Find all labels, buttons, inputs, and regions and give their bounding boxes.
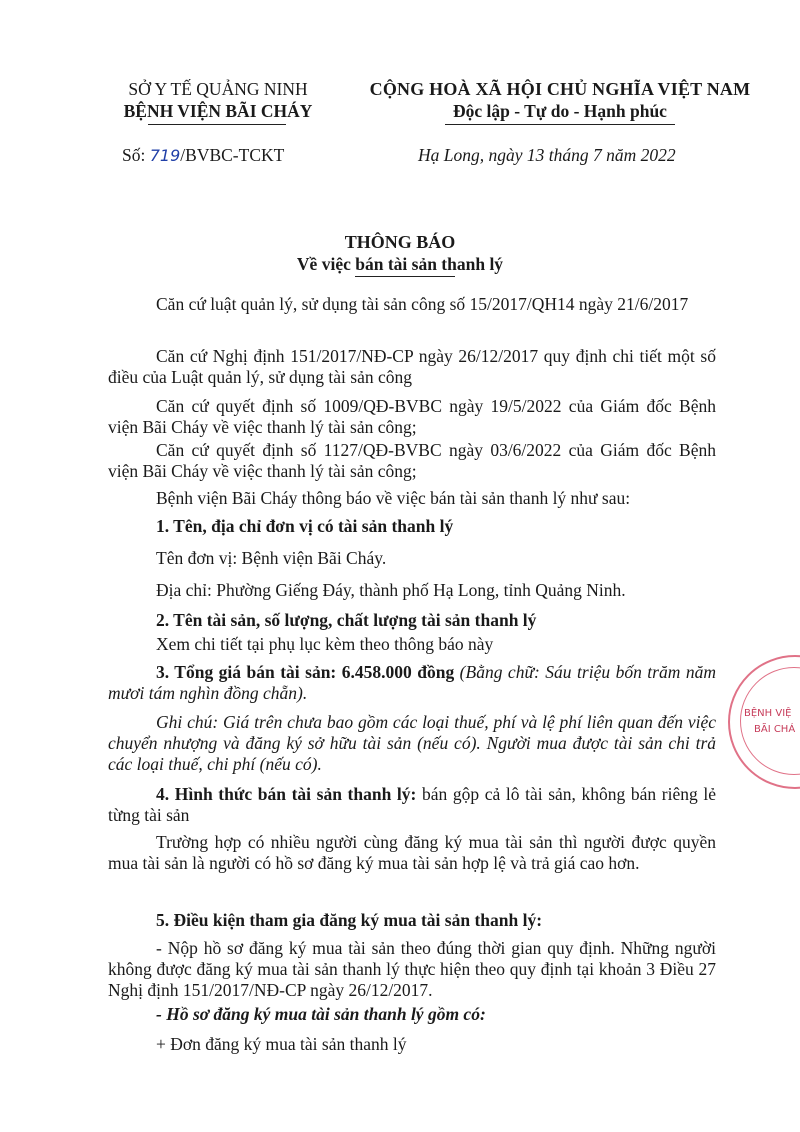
section-3-heading: 3. Tổng giá bán tài sản: 6.458.000 đồng (156, 662, 455, 682)
country-name: CỘNG HOÀ XÃ HỘI CHỦ NGHĨA VIỆT NAM (369, 79, 751, 99)
seal-text-line2: BÃI CHÁ (754, 724, 796, 735)
motto-underline (445, 124, 675, 125)
issue-date: Hạ Long, ngày 13 tháng 7 năm 2022 (418, 145, 676, 165)
intro-statement: Bệnh viện Bãi Cháy thông báo về việc bán tài sản thanh lý như sau: (156, 488, 631, 508)
unit-address: Địa chỉ: Phường Giếng Đáy, thành phố Hạ Long, tỉnh Quảng Ninh. (156, 580, 626, 600)
dossier-heading: - Hồ sơ đăng ký mua tài sản thanh lý gồm có: (156, 1004, 486, 1024)
price-in-words: (Bằng chữ: Sáu triệu bốn trăm năm mươi tám nghìn đồng chẵn). (108, 662, 716, 703)
title-underline (355, 276, 455, 277)
doc-number-suffix: /BVBC-TCKT (180, 145, 285, 165)
section-4-text: bán gộp cả lô tài sản, không bán riêng lẻ từng tài sản (108, 784, 716, 825)
legal-basis-3: Căn cứ quyết định số 1009/QĐ-BVBC ngày 19/5/2022 của Giám đốc Bệnh viện Bãi Cháy về việc thanh lý tài sản công; (108, 396, 716, 437)
official-seal (728, 655, 800, 789)
legal-basis-4: Căn cứ quyết định số 1127/QĐ-BVBC ngày 03/6/2022 của Giám đốc Bệnh viện Bãi Cháy về việc thanh lý tài sản công; (108, 440, 716, 481)
department-name: SỞ Y TẾ QUẢNG NINH (128, 79, 308, 99)
org-underline (148, 124, 286, 125)
unit-name: Tên đơn vị: Bệnh viện Bãi Cháy. (156, 548, 387, 568)
document-title: THÔNG BÁO (344, 232, 456, 252)
section-1-heading: 1. Tên, địa chỉ đơn vị có tài sản thanh lý (156, 516, 454, 536)
motto: Độc lập - Tự do - Hạnh phúc (453, 101, 667, 121)
section-2-heading: 2. Tên tài sản, số lượng, chất lượng tài sản thanh lý (156, 610, 537, 630)
issuing-organization (108, 78, 328, 122)
document-number (122, 145, 284, 166)
document-subtitle: Về việc bán tài sản thanh lý (296, 254, 504, 274)
legal-basis-2: Căn cứ Nghị định 151/2017/NĐ-CP ngày 26/12/2017 quy định chi tiết một số điều của Luật quản lý, sử dụng tài sản công (108, 346, 716, 387)
hospital-name: BỆNH VIỆN BÃI CHÁY (123, 101, 313, 121)
section-5-paragraph: - Nộp hồ sơ đăng ký mua tài sản theo đúng thời gian quy định. Những người không được đăng ký mua tài sản thanh lý thực hiện theo quy định tại khoản 3 Điều 27 Nghị định 151/2017/NĐ-CP ngày 26/12/2017. (108, 938, 716, 1000)
section-2-text: Xem chi tiết tại phụ lục kèm theo thông báo này (156, 634, 494, 654)
seal-text-line1: BỆNH VIỆ (744, 708, 792, 719)
legal-basis-1: Căn cứ luật quản lý, sử dụng tài sản công số 15/2017/QH14 ngày 21/6/2017 (156, 294, 689, 314)
note-text: Ghi chú: Giá trên chưa bao gồm các loại thuế, phí và lệ phí liên quan đến việc chuyển nhượng và đăng ký sở hữu tài sản (nếu có). Người mua được tài sản chi trả các loại thuế, chi phí (nếu có). (108, 712, 716, 774)
dossier-item-1: + Đơn đăng ký mua tài sản thanh lý (156, 1034, 407, 1054)
national-motto (330, 78, 790, 122)
seal-inner-ring (740, 667, 800, 775)
doc-number-prefix: Số: (122, 145, 150, 165)
section-4 (108, 784, 716, 826)
handwritten-number: 719 (149, 146, 181, 165)
section-4-paragraph: Trường hợp có nhiều người cùng đăng ký mua tài sản thì người được quyền mua tài sản là người có hồ sơ đăng ký mua tài sản hợp lệ và trả giá cao hơn. (108, 832, 716, 873)
section-4-heading: 4. Hình thức bán tài sản thanh lý: (156, 784, 417, 804)
section-3 (108, 662, 716, 704)
section-5-heading: 5. Điều kiện tham gia đăng ký mua tài sản thanh lý: (156, 910, 543, 930)
